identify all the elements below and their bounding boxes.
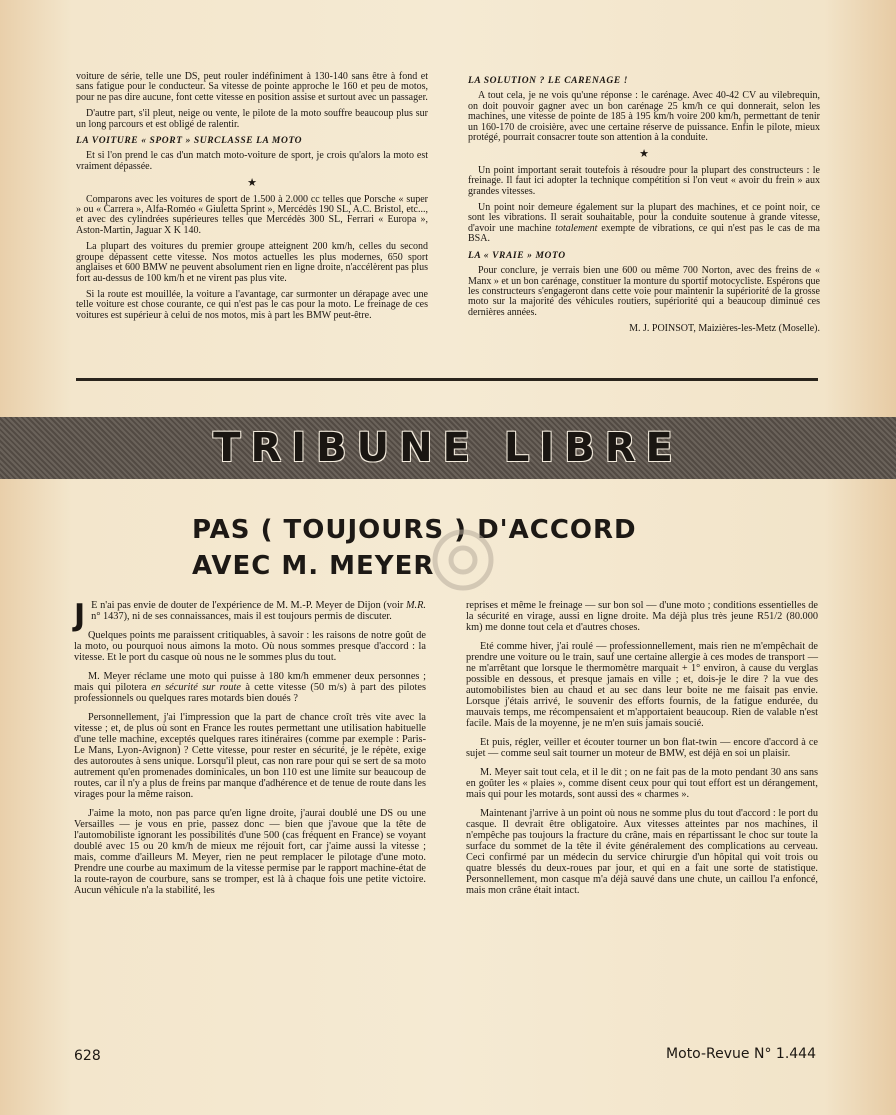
author-signature: M. J. POINSOT, Maizières-les-Metz (Moselle). — [629, 323, 820, 335]
section-heading: LA « VRAIE » MOTO — [468, 250, 566, 261]
emphasis: totalement — [555, 222, 598, 234]
star-separator: ★ — [639, 148, 649, 161]
paragraph: A tout cela, je ne vois qu'une réponse : le carénage. Avec 40-42 CV au vilebrequin, on doit pouvoir gagner avec un bon carénage 25 km/h ce qui donnerait, selon les machines, une vitesse de pointe de 185 à 195 km/h voire 200 km/h, permettant de tenir un 160-170 de croisière, avec une certaine réserve de puissance. Enfin le pilote, mieux protégé, pourrait consacrer toute son attention à la conduite. — [468, 90, 820, 144]
section-heading: LA SOLUTION ? LE CARENAGE ! — [468, 76, 629, 86]
paragraph: reprises et même le freinage — sur bon sol — d'une moto ; conditions essentielles de la sécurité en virage, aussi en ligne droite. Ma déjà plus très jeune R51/2 (80.000 km) me donne tout cela et d'autres choses. — [466, 600, 818, 633]
letter-column-right — [468, 72, 820, 341]
paragraph: La plupart des voitures du premier groupe atteignent 200 km/h, celles du second groupe dépassent cette vitesse. Nos motos actuelles les plus modernes, 650 sport anglaises et 600 BMW ne peuvent absolument rien en ligne droite, n'accélèrent pas plus fort au-dessus de 100 km/h et ne virent pas plus vite. — [76, 241, 428, 284]
drop-cap: J — [74, 598, 86, 633]
banner-title: TRIBUNE LIBRE — [213, 425, 683, 471]
paragraph: J'aime la moto, non pas parce qu'en ligne droite, j'aurai doublé une DS ou une Versailles — je vous en prie, passez donc — bien que j'avoue que la tête de l'automobiliste ignorant les possibilités d'une 500 (cas fréquent en France) se voyant doublé avec 15 ou 20 km/h de mieux me réjouit fort, car j'aime aussi la vitesse ; mais, comme d'ailleurs M. Meyer, rien ne peut remplacer le pilotage d'une moto. Prendre une courbe au maximum de la vitesse permise par le rapport machine-état de la route-rayon de courbure, sans se tromper, est là à chaque fois une petite victoire. Aucun véhicule n'a la stabilité, les — [74, 808, 426, 896]
section-banner — [0, 417, 896, 479]
paragraph — [468, 203, 820, 245]
article-headline — [192, 512, 637, 584]
paragraph — [74, 598, 426, 633]
paragraph: Pour conclure, je verrais bien une 600 ou même 700 Norton, avec des freins de « Manx » et un bon carénage, constituer la monture du sportif motocycliste. Espérons que les constructeurs s'engageront dans cette voie pour maintenir la supériorité de la grosse moto sur la majorité des véhicules routiers, supériorité qui a beaucoup diminué ces dernières années. — [468, 265, 820, 318]
emphasis: en sécurité sur route — [151, 682, 241, 693]
headline-line-1: PAS ( TOUJOURS ) D'ACCORD — [192, 515, 637, 545]
article-column-right — [466, 600, 818, 904]
text-run: M. Meyer réclame une moto qui puisse à 180 km/h emmener deux personnes ; mais qui pilotera — [74, 671, 426, 693]
text-run: exempte de vibrations, ce qui n'est pas le cas de ma BSA. — [468, 222, 820, 245]
paragraph: Et si l'on prend le cas d'un match moto-voiture de sport, je crois qu'alors la moto est vraiment dépassée. — [76, 150, 428, 172]
text-run: n° 1437), ni de ses connaissances, mais il est toujours permis de discuter. — [91, 611, 392, 622]
paragraph: M. Meyer sait tout cela, et il le dit ; on ne fait pas de la moto pendant 30 ans sans en goûter les « plaies », comme disent ceux pour qui tout effort est un dérangement, mais qui pour les motards, sont aussi des « charmes ». — [466, 767, 818, 800]
paragraph: Comparons avec les voitures de sport de 1.500 à 2.000 cc telles que Porsche « super » ou « Carrera », Alfa-Roméo « Giuletta Sprint », Mercédès 190 SL, A.C. Bristol, etc..., et avec des cylindrées supérieures telles que Mercédès 300 SL, Ferrari « Europa », Aston-Martin, Jaguar X K 140. — [76, 193, 428, 236]
page-number: 628 — [74, 1048, 101, 1064]
section-divider — [76, 378, 818, 381]
headline-line-2: AVEC M. MEYER — [192, 551, 435, 581]
paragraph: Si la route est mouillée, la voiture a l'avantage, car surmonter un dérapage avec une telle voiture est chose courante, ce qui n'est pas le cas pour la moto. Le freinage de ces voitures est supérieur à celui de nos motos, mis à part les BMW peut-être. — [76, 288, 428, 321]
paragraph: Quelques points me paraissent critiquables, à savoir : les raisons de notre goût de la moto, ou pourquoi nous aimons la moto. Où nous sommes presque d'accord : la vitesse. Et le port du casque où nous ne le sommes plus du tout. — [74, 630, 426, 663]
text-run: E n'ai pas envie de douter de l'expérience de M. M.-P. Meyer de Dijon (voir — [91, 600, 406, 611]
watermark-logo-icon — [418, 520, 508, 600]
letter-column-left — [76, 72, 428, 327]
star-separator: ★ — [247, 177, 257, 190]
paragraph: voiture de série, telle une DS, peut rouler indéfiniment à 130-140 sans être à fond et sans fatigue pour le conducteur. Sa vitesse de pointe approche le 160 et peu de motos, pour ne pas dire aucune, font cette vitesse en position assise et surtout avec un passager. — [76, 71, 428, 103]
paragraph: Maintenant j'arrive à un point où nous ne somme plus du tout d'accord : le port du casque. Il devrait être obligatoire. Aux vitesses atteintes par nos machines, il n'empêche pas toujours la fracture du crâne, mais en répartissant le choc sur toute la surface du sommet de la tête il évite généralement des complications au cerveau. Ceci confirmé par un médecin du service chirurgie d'un hôpital qui voit trois ou quatre blessés du deux-roues par jour, et qui en a fait une sorte de statistique. Personnellement, mon casque m'a déjà sauvé dans une chute, un caillou l'a enfoncé, mais mon crâne était intact. — [466, 808, 818, 896]
magazine-issue: Moto-Revue N° 1.444 — [666, 1046, 816, 1062]
paragraph: Eté comme hiver, j'ai roulé — professionnellement, mais rien ne m'empêchait de prendre une voiture ou le train, sauf une certaine allergie à ces modes de transport — ne m'arrêtant que lorsque le thermomètre marquait + 1° environ, à cause du verglas possible en dessous, et presque jamais en ville ; et, dois-je le dire ? la vue des automobilistes bien au chaud et au sec dans leur boite ne me faisait pas envie. Lorsque j'étais arrivé, le souvenir des efforts fournis, de la fatigue endurée, du mauvais temps, me récompensaient et m'apportaient beaucoup. Rien de valable n'est facile. Mais de la moyenne, je ne m'en suis jamais soucié. — [466, 641, 818, 729]
paragraph — [74, 671, 426, 704]
emphasis: M.R. — [405, 600, 426, 611]
paragraph: Personnellement, j'ai l'impression que la part de chance croît très vite avec la vitesse ; et, de plus où sont en France les routes permettant une utilisation habituelle d'une telle machine, exceptés quelques rares itinéraires (comme par exemple : Paris-Le Mans, Lyon-Avignon) ? Cette vitesse, pour rester en sécurité, je le répète, exige des autoroutes à sens unique. Lorsqu'il pleut, cas non rare pour qui se sert de sa moto autrement qu'en promenades dominicales, un bon 110 est une limite sur beaucoup de routes, car il n'y a plus de freins par manque d'adhérence et de tenue de route dans les virages pour la même raison. — [74, 712, 426, 800]
text-run: Un point noir demeure également sur la plupart des machines, et ce point noir, ce sont les vibrations. Il serait souhaitable, pour la conduite soutenue à grande vitesse, d'avoir une machine — [468, 202, 820, 234]
section-heading: LA VOITURE « SPORT » SURCLASSE LA MOTO — [76, 136, 303, 147]
text-run: à cette vitesse (50 m/s) à part des pilotes professionnels ou quelques rares motards bien doués ? — [74, 682, 426, 704]
paragraph: Et puis, régler, veiller et écouter tourner un bon flat-twin — encore d'accord à ce sujet — comme seul sait tourner un moteur de BMW, est déjà en soi un plaisir. — [466, 737, 818, 759]
paragraph: Un point important serait toutefois à résoudre pour la plupart des constructeurs : le freinage. Il faut ici adopter la technique compétition si l'on veut « avoir du frein » aux grandes vitesses. — [468, 164, 820, 197]
paragraph: D'autre part, s'il pleut, neige ou vente, le pilote de la moto souffre beaucoup plus sur un long parcours et est obligé de ralentir. — [76, 108, 428, 130]
article-column-left — [74, 600, 426, 904]
